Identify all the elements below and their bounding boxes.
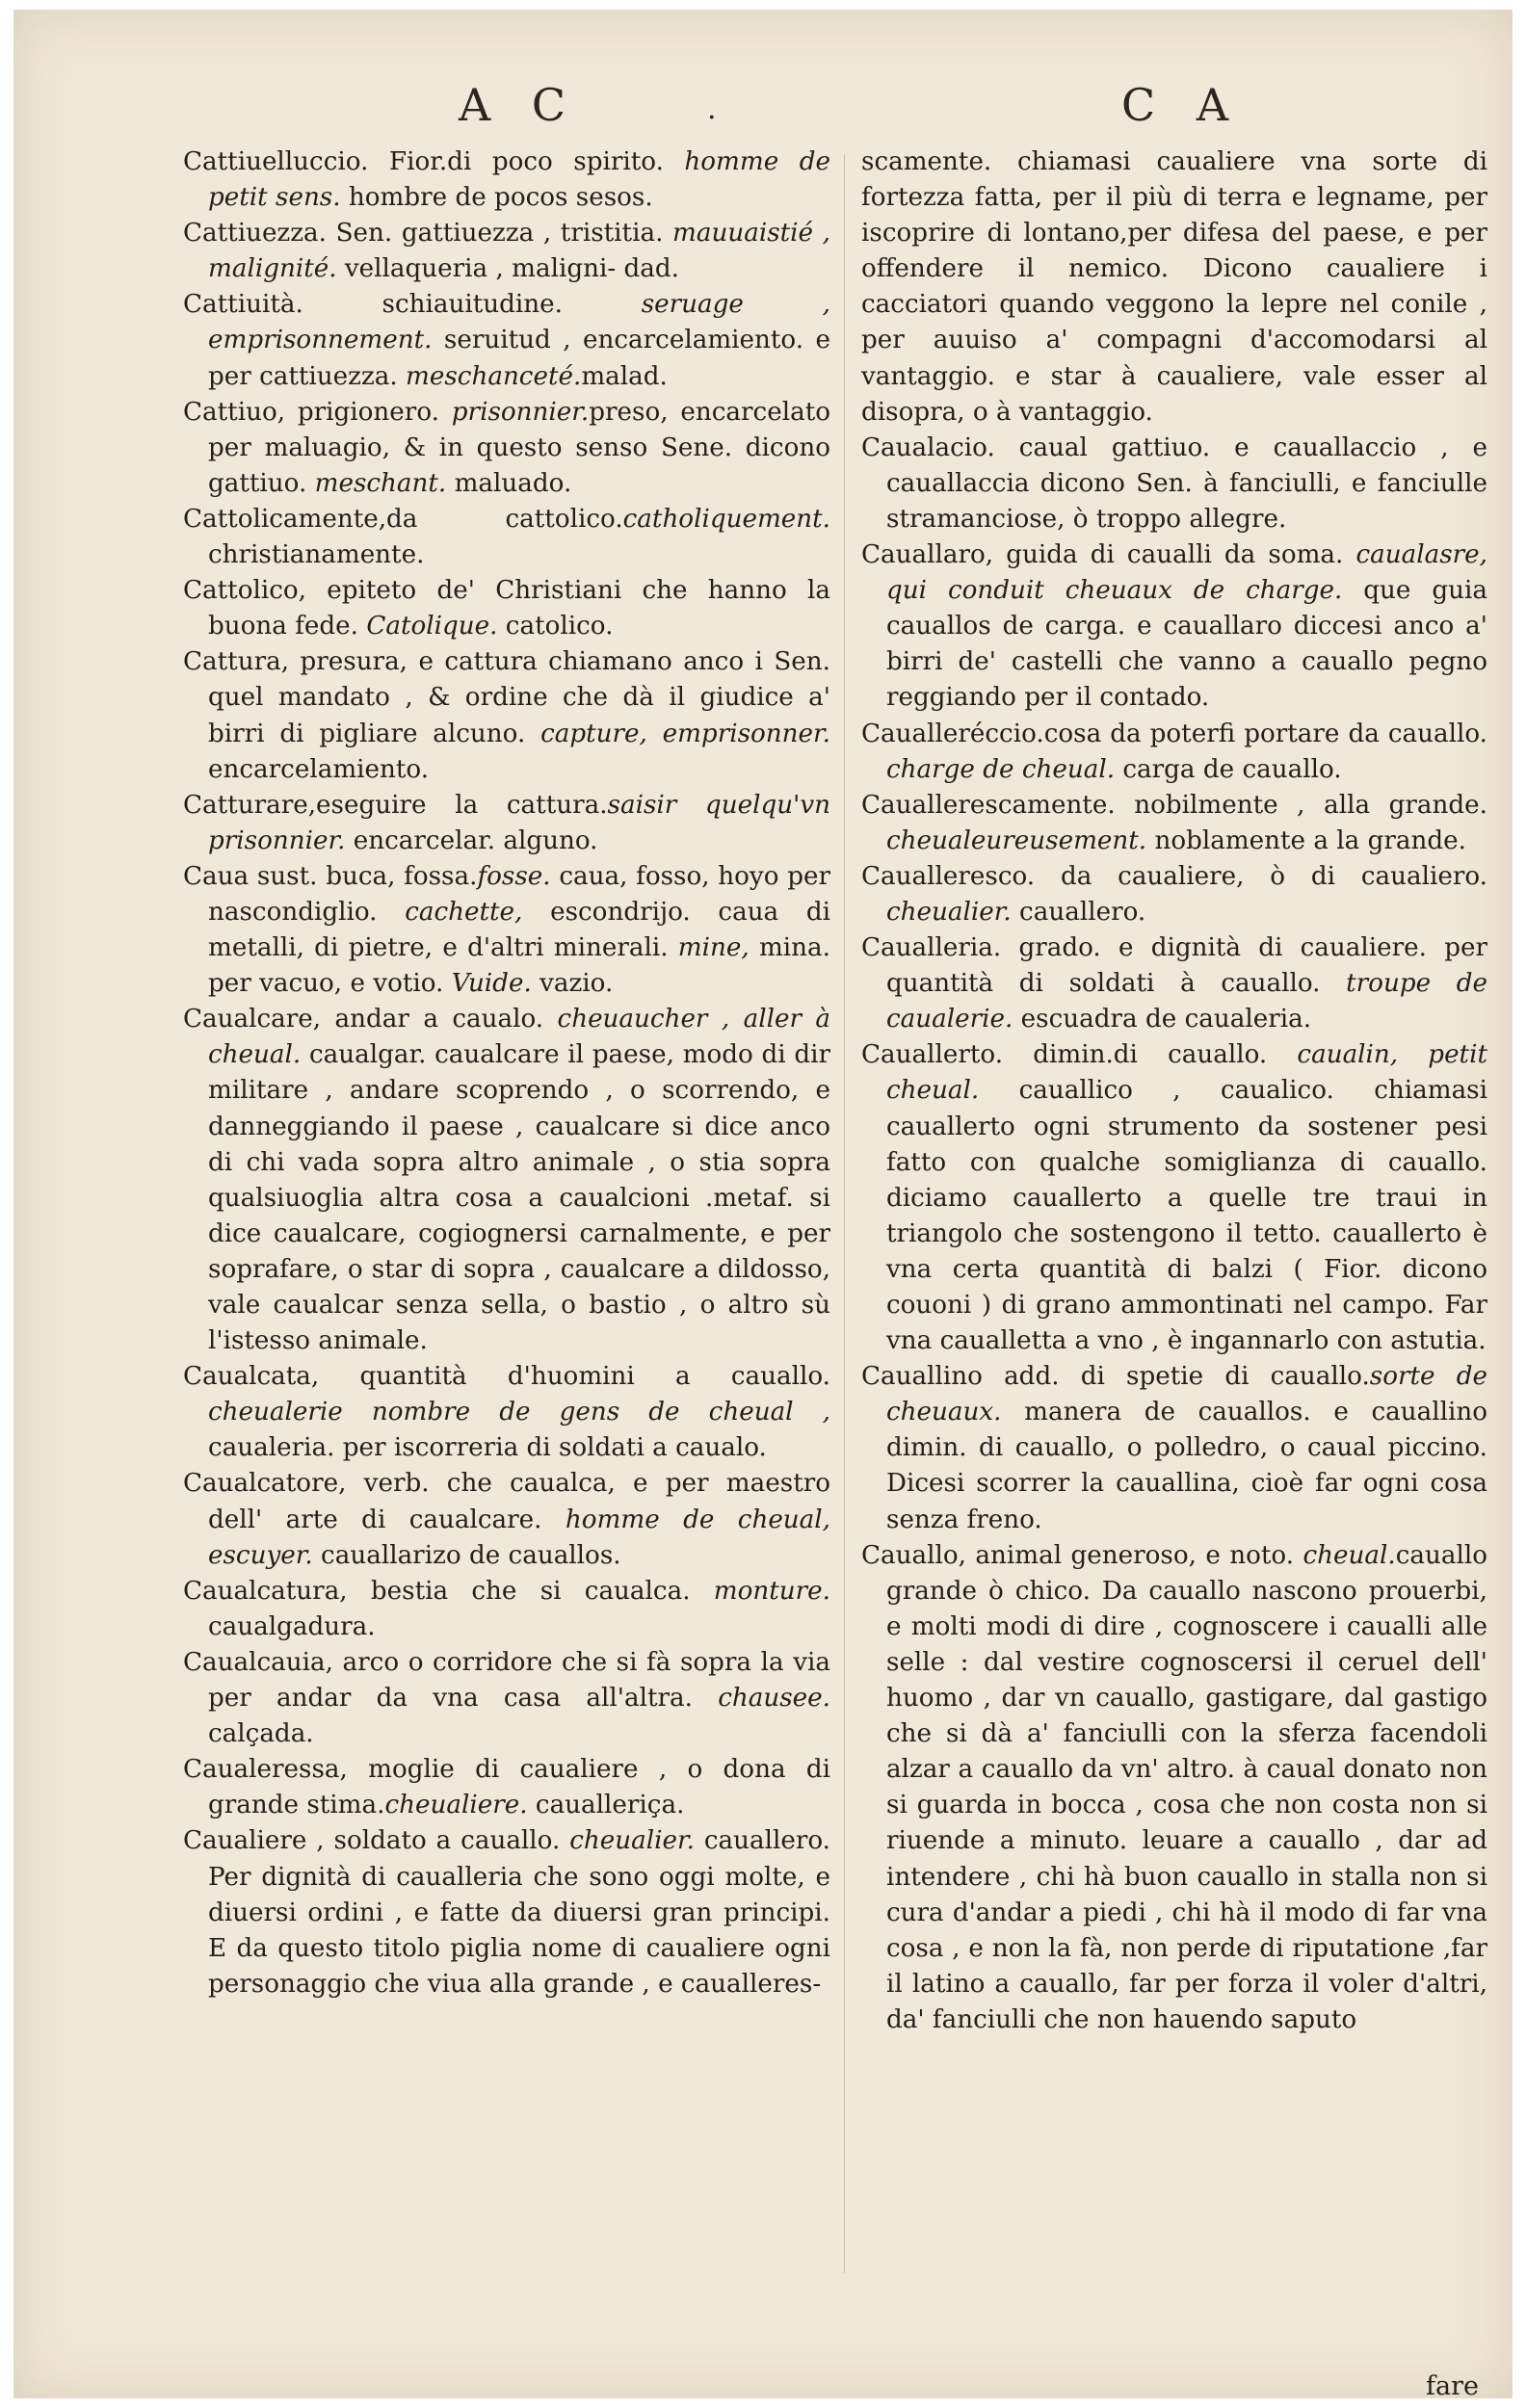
running-head-left: A C <box>459 79 580 131</box>
entry-definition: bestia che si caualca. <box>347 1576 714 1606</box>
entry-definition: arco o corridore che si fà sopra la via per andar da vna casa all'altra. <box>208 1647 830 1714</box>
entry-french: meschant. <box>314 468 447 498</box>
entry-french: charge de cheual. <box>886 754 1116 784</box>
entry-definition: soldato a cauallo. <box>324 1826 570 1856</box>
entry-headword: Caualiere , <box>183 1826 325 1856</box>
entry-french: cheualiere. <box>384 1791 528 1820</box>
entry-definition: epiteto de' Christiani che hanno la buona fede. <box>208 576 830 641</box>
entry-headword: Cauallerto. <box>861 1040 1004 1070</box>
dictionary-entry <box>183 287 830 394</box>
right-column <box>861 144 1487 2350</box>
entry-definition: moglie di caualiere , o dona di grande stima. <box>208 1755 830 1820</box>
entry-spanish: carga de cauallo. <box>1115 754 1342 784</box>
entry-spanish: seruitud , encarcelamiento. e per cattiuezza. <box>208 326 830 391</box>
left-column <box>183 144 830 2350</box>
entry-definition: Sen. gattiuezza , tristitia. <box>326 219 673 249</box>
running-head-right: C A <box>1121 79 1243 131</box>
entry-spanish: hombre de pocos sesos. <box>340 183 653 213</box>
entry-headword: Caualacio. <box>861 432 995 462</box>
entry-spanish: vazio. <box>531 969 614 999</box>
entry-french: homme de petit sens. <box>208 147 830 213</box>
entry-definition: dimin.di cauallo. <box>1003 1040 1298 1070</box>
entry-french: caualasre, qui conduit cheuaux de charge. <box>886 540 1487 606</box>
entry-french: cheuaucher , aller à cheual. <box>208 1005 830 1070</box>
entry-french: cheualier. <box>569 1826 695 1856</box>
entry-definition: da cattolico. <box>386 504 623 534</box>
entry-headword: Cauallaro, <box>861 540 994 570</box>
entry-french: cheual. <box>1302 1540 1396 1570</box>
dictionary-entry <box>861 537 1487 716</box>
dictionary-entry <box>183 1002 830 1359</box>
entry-french: homme de cheual, escuyer. <box>208 1505 830 1570</box>
book-page <box>13 10 1513 2401</box>
entry-definition: andar a caualo. <box>321 1005 558 1034</box>
entry-french: chausee. <box>718 1684 830 1714</box>
entry-headword: Caualleresco. <box>861 861 1036 891</box>
dictionary-entry <box>183 1752 830 1823</box>
entry-spanish: que guia cauallos de carga. e cauallaro diccesi anco a' birri de' castelli che vanno a cauallo pegno reggiando per il contado. <box>886 576 1487 713</box>
entry-definition: prigionero. <box>285 397 452 427</box>
entry-definition: Fior.di poco spirito. <box>368 147 685 176</box>
entry-spanish: cauallo grande ò chico. Da cauallo nascono prouerbi, e molti modi di dire , cognoscere i caualli alle selle : dal vestire cognoscersi il ceruel dell' huomo , dar vn cauallo, gastigare, dal gastigo che si dà a' fanciulli con la sferza facendoli alzar a cauallo da vn' altro. à caual donato non si guarda in bocca , cosa che non costa non si riuende a minuto. leuare a cauallo , dar ad intendere , chi hà buon cauallo in stalla non si cura d'andar a piedi , chi hà il modo di far vna cosa , e non la fà, non perde di riputatione ,far il latino a cauallo, far per forza il voler d'altri, da' fanciulli che non hauendo saputo <box>886 1540 1487 2034</box>
entry-spanish: noblamente a la grande. <box>1146 825 1466 855</box>
entry-headword: Caua <box>183 861 250 891</box>
entry-spanish: vellaqueria , maligni- dad. <box>336 254 679 284</box>
entry-spanish: cauallico , caualico. chiamasi cauallerto ogni strumento da sostener pesi fatto con qualche somiglianza di cauallo. diciamo cauallerto a quelle tre traui in triangolo che sostengono il tetto. cauallerto è vna certa quantità di balzi ( Fior. dicono couoni ) di grano ammontinati nel campo. Far vna caualletta a vno , è ingannarlo con astutia. <box>886 1076 1487 1356</box>
dictionary-entry <box>861 930 1487 1037</box>
entry-spanish: caualgadura. <box>208 1611 376 1641</box>
entry-spanish: mina. per vacuo, e votio. <box>208 933 830 999</box>
dictionary-entry <box>183 502 830 573</box>
entry-french: fosse. <box>477 861 551 891</box>
entry-french: sorte de cheuaux. <box>886 1362 1487 1427</box>
dictionary-entry <box>861 431 1487 537</box>
running-head-dot: . <box>707 92 717 126</box>
entry-french: monture. <box>713 1576 830 1606</box>
entry-spanish: christianamente. <box>208 540 425 570</box>
entry-spanish: encarcelar. alguno. <box>345 825 598 855</box>
entry-spanish: caualgar. caualcare il paese, modo di dir militare , andare scoprendo , o scorrendo, e danneggiando il paese , caualcare si dice anco di chi vada sopra altro animale , o stia sopra qualsiuoglia altra cosa a caualcioni .metaf. si dice caualcare, cogiognersi carnalmente, e per soprafare, o star di sopra , caualcare a dildosso, vale caualcar senza sella, o bastio , o altro sù l'istesso animale. <box>208 1040 830 1356</box>
entry-headword: Cauallerescamente. <box>861 790 1116 820</box>
entry-headword: Cattiuo, <box>183 397 286 427</box>
entry-french: troupe de caualerie. <box>886 969 1487 1034</box>
entry-french: cheualier. <box>886 897 1012 927</box>
entry-spanish: malad. <box>581 361 668 391</box>
entry-headword: Cattolico, <box>183 576 306 606</box>
entry-french: seruage , emprisonnement. <box>208 290 830 355</box>
entry-definition: schiauitudine. <box>303 290 642 320</box>
catchword: fare <box>1426 2371 1479 2401</box>
entry-definition: nobilmente , alla grande. <box>1115 790 1487 820</box>
dictionary-entry <box>183 144 830 216</box>
entry-headword: Caualcata, <box>183 1362 320 1392</box>
entry-french: Catolique. <box>366 612 498 641</box>
entry-headword: Cattiuezza. <box>183 219 327 249</box>
entry-headword: Cattura, <box>183 647 290 677</box>
entry-headword: Cauallo, <box>861 1540 966 1570</box>
dictionary-entry <box>861 1538 1487 2038</box>
entry-definition: quantità d'huomini a cauallo. <box>319 1362 830 1392</box>
entry-headword: Caualcatura, <box>183 1576 348 1606</box>
continuation-text: scamente. chiamasi caualiere vna sorte di fortezza fatta, per il più di terra e legname, per iscoprire di lontano,per difesa del paese, e per offendere il nemico. Dicono caualiere i cacciatori quando veggono la lepre nel conile , per auuiso a' compagni d'accomodarsi al vantaggio. e star à caualiere, vale esser al disopra, o à vantaggio. <box>861 147 1487 427</box>
entry-french: cheualeureusement. <box>886 825 1147 855</box>
entry-headword: Caualcauia, <box>183 1647 333 1677</box>
entry-french: caualin, petit cheual. <box>886 1040 1487 1106</box>
dictionary-entry <box>183 216 830 287</box>
entry-headword: Cattolicamente, <box>183 504 387 534</box>
entry-spanish: caualeria. per iscorreria di soldati a caualo. <box>208 1433 767 1463</box>
dictionary-entry <box>183 1359 830 1466</box>
entry-french: mine, <box>677 933 750 963</box>
entry-definition: add. di spetie di cauallo. <box>982 1362 1370 1392</box>
entry-spanish: escuadra de caualeria. <box>1013 1005 1312 1034</box>
entry-definition: guida di caualli da soma. <box>993 540 1356 570</box>
entry-french: Vuide. <box>451 969 532 999</box>
dictionary-entry <box>183 1466 830 1573</box>
entry-spanish: escondrijo. caua di metalli, di pietre, e d'altri minerali. <box>208 897 830 963</box>
entry-french: cheualerie nombre de gens de cheual , <box>208 1398 830 1427</box>
entry-french: mauuaistié , malignité. <box>208 219 830 284</box>
entry-headword: Cauallino <box>861 1362 983 1392</box>
entry-french: prisonnier. <box>451 397 590 427</box>
entry-definition: sust. buca, fossa. <box>249 861 478 891</box>
entry-spanish: calçada. <box>208 1719 314 1749</box>
dictionary-entry <box>861 1359 1487 1537</box>
entry-headword: Caualcare, <box>183 1005 322 1034</box>
entry-spanish: manera de cauallos. e cauallino dimin. di cauallo, o polledro, o caual piccino. Dicesi scorrer la cauallina, cioè far ogni cosa senza freno. <box>886 1398 1487 1534</box>
entry-headword: Cattiuelluccio. <box>183 147 369 176</box>
entry-spanish: cauallero. <box>1011 897 1146 927</box>
dictionary-entry <box>183 1823 830 2002</box>
entry-french: capture, emprisonner. <box>540 719 830 748</box>
entry-french: meschanceté. <box>406 361 582 391</box>
entry-spanish: catolico. <box>497 612 614 641</box>
entry-spanish: cauallarizo de cauallos. <box>312 1540 621 1570</box>
dictionary-entry <box>183 859 830 1002</box>
entry-spanish: cauallero. Per dignità di caualleria che sono oggi molte, e diuersi ordini , e fatte da diuersi gran principi. E da questo titolo piglia nome di caualiere ogni personaggio che viua alla grande , e caualleres- <box>208 1826 830 1999</box>
entry-headword: Caualcatore, <box>183 1469 347 1499</box>
entry-spanish: maluado. <box>446 468 572 498</box>
entry-headword: Caualeressa, <box>183 1755 348 1785</box>
dictionary-entry <box>183 644 830 787</box>
entry-definition: caual gattiuo. e cauallaccio , e cauallaccia dicono Sen. à fanciulli, e fanciulle stramanciose, ò troppo allegre. <box>886 432 1487 534</box>
dictionary-entry <box>861 859 1487 930</box>
dictionary-entry <box>183 395 830 502</box>
entry-definition: presura, e cattura chiamano anco i Sen. quel mandato , & ordine che dà il giudice a' birri di pigliare alcuno. <box>208 647 830 748</box>
entry-definition: grado. e dignità di caualiere. per quantità di soldati à cauallo. <box>886 933 1487 999</box>
dictionary-entry <box>861 717 1487 788</box>
entry-spanish: preso, encarcelato per maluagio, & in questo senso Sene. dicono gattiuo. <box>208 397 830 498</box>
entry-definition: da caualiere, ò di caualiero. <box>1035 861 1487 891</box>
dictionary-entry <box>861 788 1487 859</box>
entry-french: catholiquement. <box>622 504 830 534</box>
dictionary-entry <box>183 573 830 644</box>
dictionary-entry <box>861 1037 1487 1359</box>
entry-definition: cosa da poterfi portare da cauallo. <box>1043 719 1487 748</box>
entry-spanish: encarcelamiento. <box>208 754 430 784</box>
dictionary-entry <box>183 1574 830 1645</box>
dictionary-entry <box>183 1645 830 1752</box>
entry-definition: verb. che caualca, e per maestro dell' arte di caualcare. <box>208 1469 830 1534</box>
entry-headword: Catturare, <box>183 790 317 820</box>
entry-headword: Caualleria. <box>861 933 1002 963</box>
entry-french: cachette, <box>405 897 523 927</box>
entry-headword: Caualleréccio. <box>861 719 1044 748</box>
entry-definition: eseguire la cattura. <box>316 790 608 820</box>
column-divider <box>844 154 845 2273</box>
entry-spanish: caua, fosso, hoyo per nascondiglio. <box>208 861 830 927</box>
entry-spanish: caualleriça. <box>527 1791 685 1820</box>
entry-headword: Cattiuità. <box>183 290 303 320</box>
entry-definition: animal generoso, e noto. <box>965 1540 1303 1570</box>
dictionary-entry <box>183 788 830 859</box>
entry-french: saisir quelqu'vn prisonnier. <box>208 790 830 855</box>
